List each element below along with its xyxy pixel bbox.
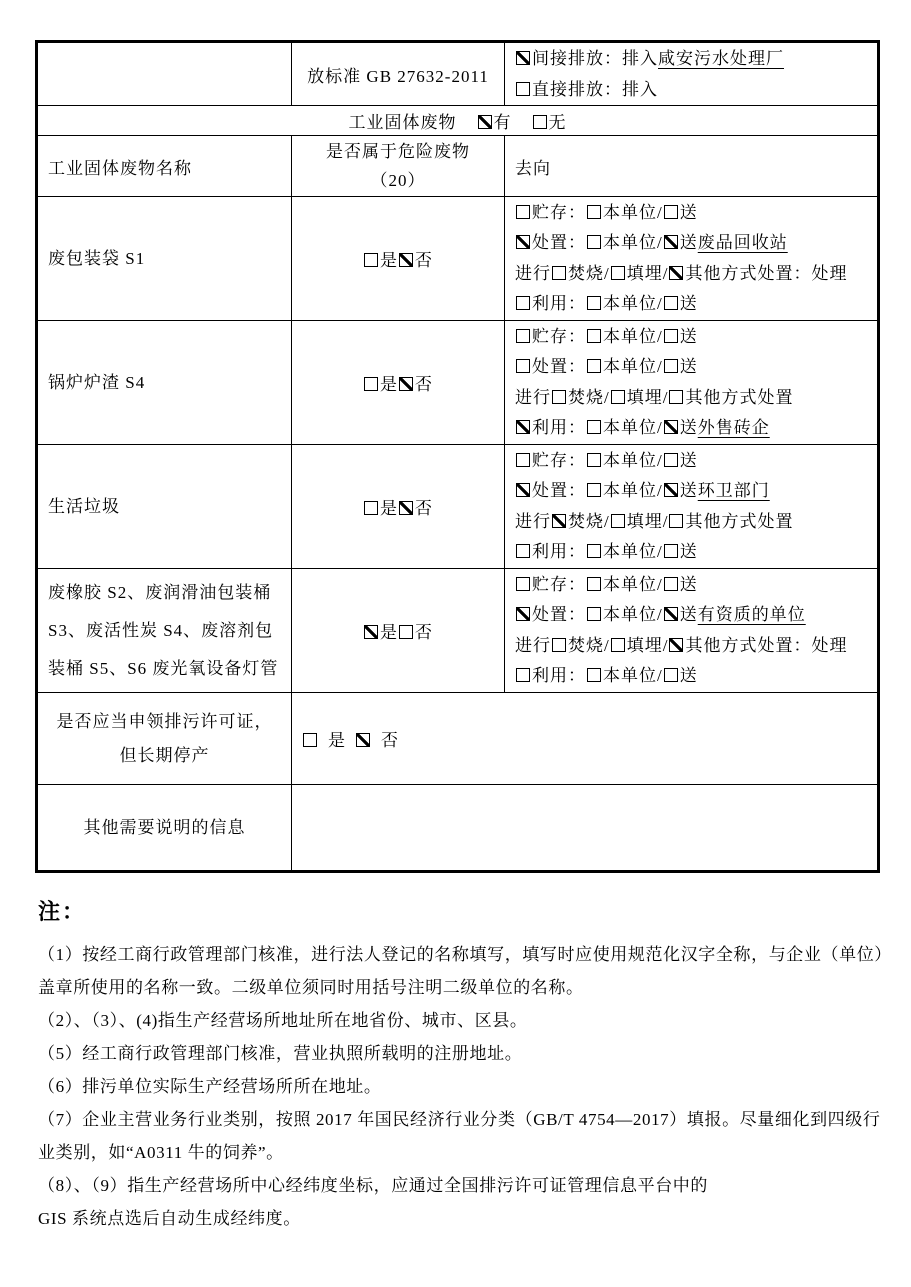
note-item-7: GIS 系统点选后自动生成经纬度。 — [38, 1209, 301, 1228]
notes-section — [38, 895, 891, 1235]
checkbox-checked-icon — [516, 235, 530, 249]
filled-value: 外售砖企 — [697, 418, 770, 437]
permit-label-cell — [37, 693, 292, 785]
filled-value: 咸安污水处理厂 — [658, 49, 784, 68]
standard-cell: 放标准 GB 27632-2011 — [292, 42, 505, 106]
destination-line — [515, 289, 867, 320]
destination-line — [515, 476, 867, 507]
checkbox-checked-icon — [399, 501, 413, 515]
destination-line — [515, 259, 867, 290]
empty-cell — [37, 42, 292, 106]
label-text: 本单位/ — [603, 357, 663, 376]
destination-line — [515, 446, 867, 477]
checkbox-unchecked-icon — [516, 359, 530, 373]
checkbox-unchecked-icon — [364, 377, 378, 391]
destination-line — [515, 600, 867, 631]
label-text: 填埋/ — [626, 511, 669, 531]
label-text: 填埋/ — [626, 387, 669, 407]
destination-line — [515, 661, 867, 692]
checkbox-unchecked-icon — [611, 514, 625, 528]
label-text: 是 — [380, 375, 398, 394]
checkbox-unchecked-icon — [552, 638, 566, 652]
label-text: 送 — [679, 481, 698, 500]
label-text: 焚烧/ — [568, 263, 610, 283]
waste-name-cell: 锅炉炉渣 S4 — [37, 321, 292, 445]
checkbox-checked-icon — [399, 253, 413, 267]
label-text: 送 — [679, 202, 698, 222]
label-text: 焚烧/ — [568, 511, 610, 531]
label-text: 处置： — [532, 605, 586, 624]
checkbox-unchecked-icon — [587, 607, 601, 621]
checkbox-unchecked-icon — [516, 577, 530, 591]
label-text: 送 — [679, 357, 698, 376]
checkbox-checked-icon — [516, 607, 530, 621]
label-text: 贮存： — [532, 574, 586, 594]
label-text: 送 — [679, 666, 698, 685]
destination-line — [515, 537, 867, 568]
checkbox-checked-icon — [516, 483, 530, 497]
waste-form-table — [35, 40, 880, 873]
destination-line — [515, 228, 867, 259]
checkbox-checked-icon — [356, 733, 370, 747]
destination-cell — [505, 445, 879, 569]
checkbox-unchecked-icon — [664, 359, 678, 373]
checkbox-unchecked-icon — [516, 453, 530, 467]
checkbox-unchecked-icon — [669, 390, 683, 404]
hazardous-choice-cell — [292, 321, 505, 445]
checkbox-checked-icon — [552, 514, 566, 528]
note-item-1: （1）按经工商行政管理部门核准，进行法人登记的名称填写，填写时应使用规范化汉字全称，与企业（单位）盖章所使用的名称一致。二级单位须同时用括号注明二级单位的名称。 — [38, 945, 884, 997]
destination-line — [515, 631, 867, 662]
checkbox-unchecked-icon — [399, 625, 413, 639]
permit-label-line2: 但长期停产 — [119, 745, 210, 765]
label-text: 贮存： — [532, 450, 586, 470]
note-item-5: （7）企业主营业务行业类别，按照 2017 年国民经济行业分类（GB/T 4754—2017）填报。尽量细化到四级行业类别，如“A0311 牛的饲养”。 — [38, 1110, 881, 1162]
destination-cell — [505, 321, 879, 445]
label-text: 送 — [679, 450, 698, 470]
hazardous-choice-cell — [292, 197, 505, 321]
label-text: 送 — [679, 326, 698, 346]
label-text: 本单位/ — [603, 294, 663, 313]
checkbox-checked-icon — [664, 235, 678, 249]
checkbox-unchecked-icon — [669, 514, 683, 528]
label-text: 直接排放：排入 — [532, 80, 658, 99]
checkbox-unchecked-icon — [364, 501, 378, 515]
waste-name-cell: 废橡胶 S2、废润滑油包装桶 S3、废活性炭 S4、废溶剂包装桶 S5、S6 废光氧设备灯管 — [37, 569, 292, 693]
label-text: 处置： — [532, 357, 586, 376]
checkbox-unchecked-icon — [587, 544, 601, 558]
checkbox-unchecked-icon — [552, 390, 566, 404]
label-text: 否 — [415, 499, 433, 518]
label-text: 送 — [679, 233, 698, 252]
solid-waste-banner-row — [37, 106, 879, 136]
label-text: 进行 — [515, 387, 551, 407]
checkbox-checked-icon — [664, 607, 678, 621]
label-text: 利用： — [532, 666, 586, 685]
label-text: 本单位/ — [603, 418, 663, 437]
note-item-3: （5）经工商行政管理部门核准，营业执照所载明的注册地址。 — [38, 1044, 523, 1063]
checkbox-unchecked-icon — [516, 82, 530, 96]
table-bottom-section — [37, 693, 879, 872]
label-text: 本单位/ — [603, 574, 663, 594]
label-text: 送 — [679, 294, 698, 313]
checkbox-unchecked-icon — [664, 544, 678, 558]
filled-value: 废品回收站 — [697, 233, 788, 252]
checkbox-unchecked-icon — [611, 266, 625, 280]
hazardous-choice-cell — [292, 569, 505, 693]
checkbox-unchecked-icon — [587, 205, 601, 219]
other-info-label-cell: 其他需要说明的信息 — [37, 785, 292, 872]
header-hazard — [292, 136, 505, 197]
waste-rows-section — [37, 197, 879, 693]
label-text: 填埋/ — [626, 263, 669, 283]
note-item-4: （6）排污单位实际生产经营场所所在地址。 — [38, 1077, 382, 1096]
label-text: 本单位/ — [603, 481, 663, 500]
label-text: 本单位/ — [603, 233, 663, 252]
checkbox-unchecked-icon — [664, 329, 678, 343]
permit-row — [37, 693, 879, 785]
label-text: 利用： — [532, 542, 586, 561]
note-item-2: （2）、（3）、(4)指生产经营场所地址所在地省份、城市、区县。 — [38, 1011, 528, 1030]
hazardous-choice-cell — [292, 445, 505, 569]
filled-value: 有资质的单位 — [697, 605, 806, 624]
solid-waste-banner — [37, 106, 879, 136]
other-info-value-cell — [292, 785, 879, 872]
label-text: 利用： — [532, 294, 586, 313]
checkbox-unchecked-icon — [587, 359, 601, 373]
permit-label-line1: 是否应当申领排污许可证， — [56, 711, 273, 731]
header-hazard-line2: （20） — [370, 171, 426, 190]
checkbox-unchecked-icon — [664, 577, 678, 591]
checkbox-unchecked-icon — [587, 235, 601, 249]
permit-value-cell — [292, 693, 879, 785]
discharge-mode-cell — [505, 42, 879, 106]
column-header-row — [37, 136, 879, 197]
checkbox-unchecked-icon — [516, 329, 530, 343]
label-text: 否 — [415, 251, 433, 270]
label-text: 间接排放：排入 — [532, 49, 658, 68]
table-top-section — [37, 42, 879, 197]
waste-row — [37, 445, 879, 569]
destination-line — [515, 352, 867, 383]
destination-line — [515, 413, 867, 444]
label-text: 进行 — [515, 635, 551, 655]
checkbox-unchecked-icon — [587, 577, 601, 591]
destination-cell — [505, 569, 879, 693]
label-text: 本单位/ — [603, 542, 663, 561]
label-text: 其他方式处置 — [685, 387, 794, 407]
label-text: 进行 — [515, 511, 551, 531]
label-text: 利用： — [532, 418, 586, 437]
checkbox-unchecked-icon — [587, 668, 601, 682]
checkbox-unchecked-icon — [587, 329, 601, 343]
label-text: 是 — [380, 251, 398, 270]
destination-line — [515, 43, 867, 74]
label-text: 本单位/ — [603, 605, 663, 624]
destination-line — [515, 74, 867, 105]
destination-line — [515, 570, 867, 601]
checkbox-checked-icon — [516, 420, 530, 434]
label-text: 是 — [328, 731, 346, 750]
checkbox-unchecked-icon — [587, 453, 601, 467]
checkbox-unchecked-icon — [664, 296, 678, 310]
waste-name-cell: 废包装袋 S1 — [37, 197, 292, 321]
checkbox-unchecked-icon — [587, 296, 601, 310]
checkbox-unchecked-icon — [303, 733, 317, 747]
label-text: 贮存： — [532, 202, 586, 222]
checkbox-unchecked-icon — [664, 205, 678, 219]
checkbox-unchecked-icon — [664, 668, 678, 682]
checkbox-checked-icon — [669, 638, 683, 652]
label-text: 处置： — [532, 481, 586, 500]
label-text: 否 — [415, 375, 433, 394]
checkbox-checked-icon — [664, 420, 678, 434]
label-text: 其他方式处置：处理 — [685, 263, 848, 283]
label-text: 否 — [415, 623, 433, 642]
checkbox-unchecked-icon — [664, 453, 678, 467]
label-text: 本单位/ — [603, 326, 663, 346]
label-text: 焚烧/ — [568, 387, 610, 407]
waste-row — [37, 569, 879, 693]
checkbox-checked-icon — [478, 115, 492, 129]
label-text: 送 — [679, 418, 698, 437]
destination-line — [515, 383, 867, 414]
destination-line — [515, 322, 867, 353]
checkbox-unchecked-icon — [516, 296, 530, 310]
label-text: 是 — [380, 499, 398, 518]
label-text: 处置： — [532, 233, 586, 252]
label-text: 贮存： — [532, 326, 586, 346]
checkbox-unchecked-icon — [533, 115, 547, 129]
notes-heading: 注： — [38, 899, 87, 924]
checkbox-checked-icon — [364, 625, 378, 639]
waste-row — [37, 321, 879, 445]
checkbox-unchecked-icon — [516, 544, 530, 558]
label-text: 填埋/ — [626, 635, 669, 655]
label-text: 进行 — [515, 263, 551, 283]
label-text: 焚烧/ — [568, 635, 610, 655]
checkbox-unchecked-icon — [587, 483, 601, 497]
header-destination: 去向 — [505, 136, 879, 197]
checkbox-unchecked-icon — [364, 253, 378, 267]
label-text: 送 — [679, 605, 698, 624]
header-hazard-line1: 是否属于危险废物 — [326, 142, 470, 161]
destination-cell — [505, 197, 879, 321]
header-waste-name: 工业固体废物名称 — [37, 136, 292, 197]
label-text: 其他方式处置 — [685, 511, 794, 531]
checkbox-unchecked-icon — [516, 668, 530, 682]
destination-line — [515, 198, 867, 229]
note-item-6: （8）、（9）指生产经营场所中心经纬度坐标，应通过全国排污许可证管理信息平台中的 — [38, 1176, 708, 1195]
label-text: 否 — [381, 731, 399, 750]
checkbox-unchecked-icon — [552, 266, 566, 280]
checkbox-checked-icon — [664, 483, 678, 497]
label-text: 送 — [679, 574, 698, 594]
label-text: 其他方式处置：处理 — [685, 635, 848, 655]
waste-row — [37, 197, 879, 321]
waste-name-cell: 生活垃圾 — [37, 445, 292, 569]
checkbox-unchecked-icon — [587, 420, 601, 434]
checkbox-unchecked-icon — [611, 390, 625, 404]
label-text: 送 — [679, 542, 698, 561]
label-text: 本单位/ — [603, 450, 663, 470]
discharge-standard-row — [37, 42, 879, 106]
label-text: 工业固体废物 — [348, 113, 457, 132]
label-text: 是 — [380, 623, 398, 642]
checkbox-checked-icon — [399, 377, 413, 391]
label-text: 本单位/ — [603, 666, 663, 685]
checkbox-checked-icon — [669, 266, 683, 280]
destination-line — [515, 507, 867, 538]
label-text: 本单位/ — [603, 202, 663, 222]
checkbox-unchecked-icon — [611, 638, 625, 652]
label-text: 无 — [548, 113, 567, 132]
filled-value: 环卫部门 — [697, 481, 770, 500]
other-info-row — [37, 785, 879, 872]
label-text: 有 — [493, 113, 512, 132]
checkbox-unchecked-icon — [516, 205, 530, 219]
checkbox-checked-icon — [516, 51, 530, 65]
